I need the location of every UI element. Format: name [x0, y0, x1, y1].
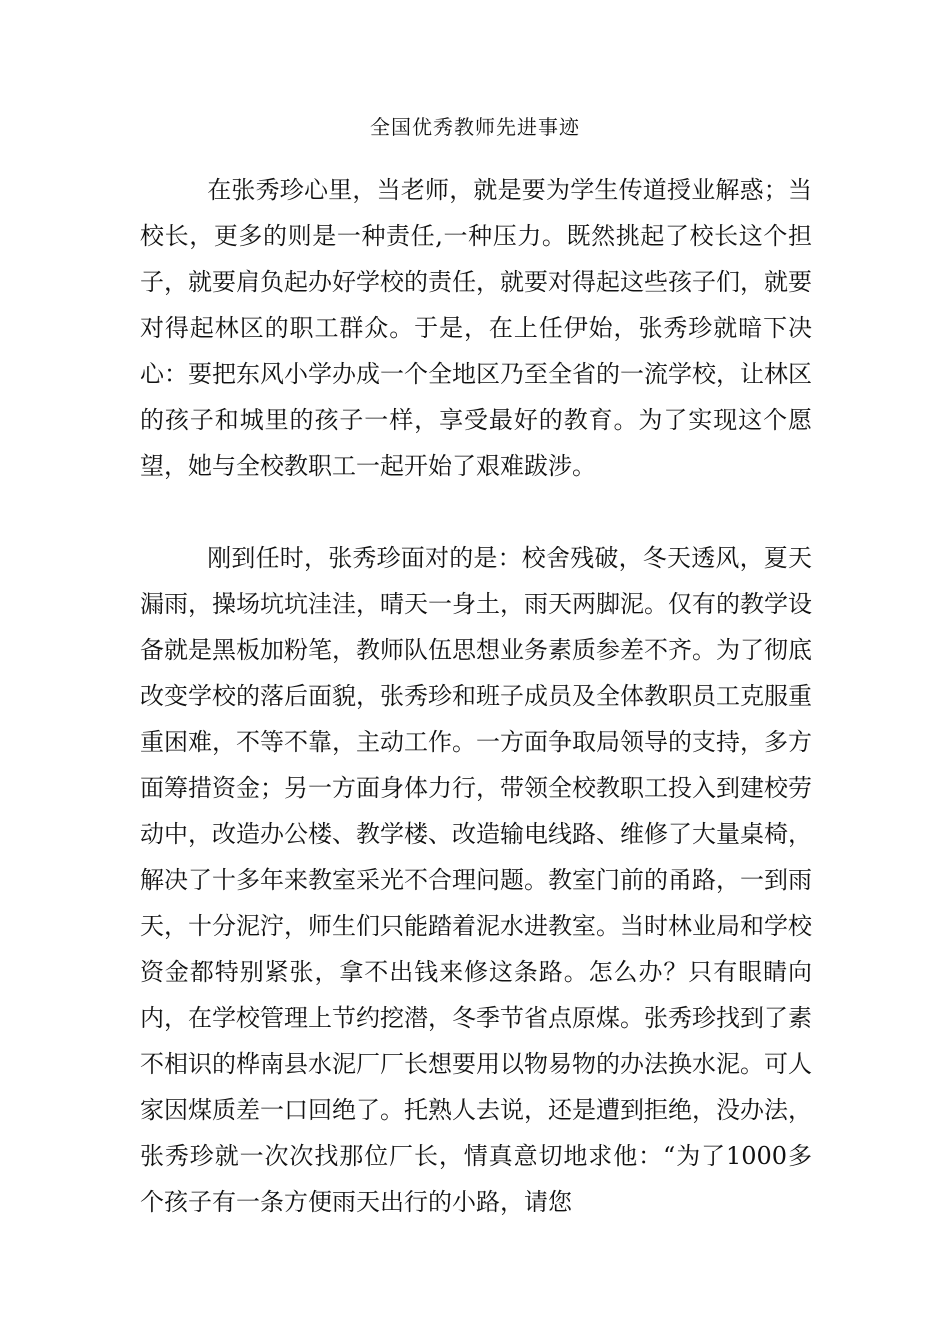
paragraph-1: 在张秀珍心里，当老师，就是要为学生传道授业解惑；当校长，更多的则是一种责任,一种压力。既然挑起了校长这个担子，就要肩负起办好学校的责任，就要对得起这些孩子们，就要对得起林区的职工群众。于是，在上任伊始，张秀珍就暗下决心：要把东风小学办成一个全地区乃至全省的一流学校，让林区的孩子和城里的孩子一样，享受最好的教育。为了实现这个愿望，她与全校教职工一起开始了艰难跋涉。	[140, 176, 812, 480]
paragraph-2: 刚到任时，张秀珍面对的是：校舍残破，冬天透风，夏天漏雨，操场坑坑洼洼，晴天一身土，雨天两脚泥。仅有的教学设备就是黑板加粉笔，教师队伍思想业务素质参差不齐。为了彻底改变学校的落后面貌，张秀珍和班子成员及全体教职员工克服重重困难，不等不靠，主动工作。一方面争取局领导的支持，多方面筹措资金；另一方面身体力行，带领全校教职工投入到建校劳动中，改造办公楼、教学楼、改造输电线路、维修了大量桌椅，解决了十多年来教室采光不合理问题。教室门前的甬路，一到雨天，十分泥泞，师生们只能踏着泥水进教室。当时林业局和学校资金都特别紧张，拿不出钱来修这条路。怎么办？只有眼睛向内，在学校管理上节约挖潜，冬季节省点原煤。张秀珍找到了素不相识的桦南县水泥厂厂长想要用以物易物的办法换水泥。可人家因煤质差一口回绝了。托熟人去说，还是遭到拒绝，没办法，张秀珍就一次次找那位厂长，情真意切地求他：“为了1000多个孩子有一条方便雨天出行的小路，请您	[140, 544, 812, 1216]
document-title: 全国优秀教师先进事迹	[370, 115, 580, 139]
